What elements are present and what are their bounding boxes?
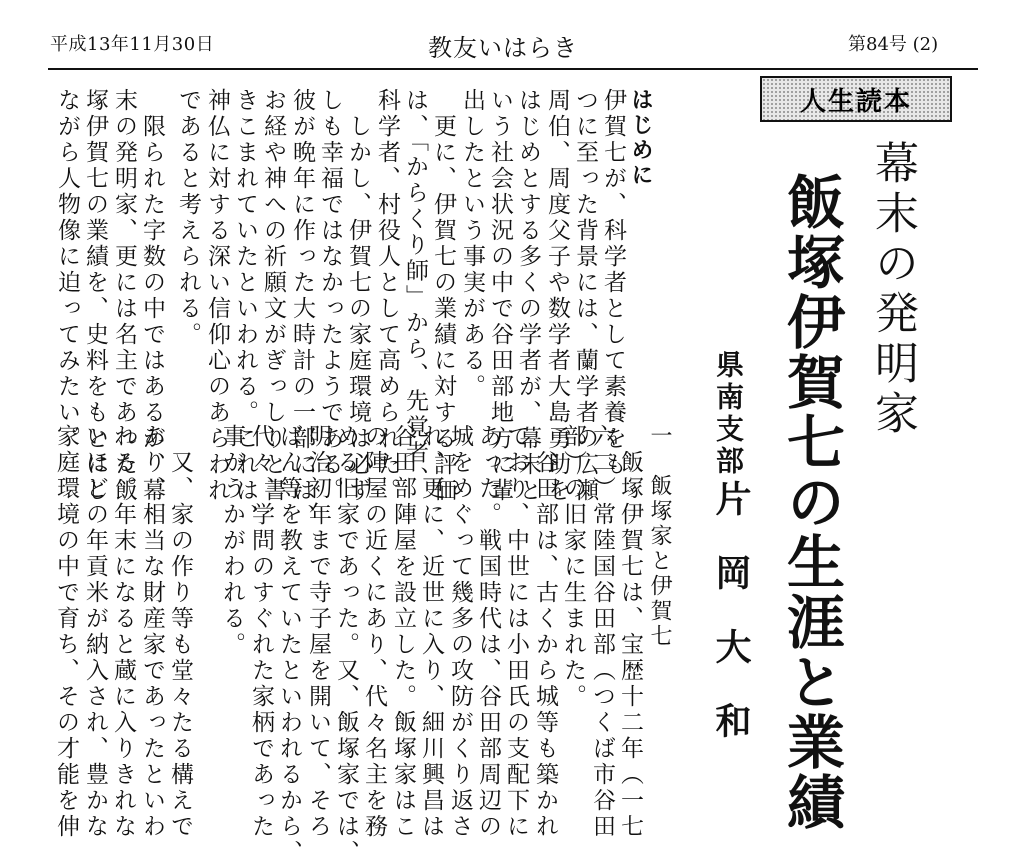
intro-line: 出したという事実がある。 <box>459 88 485 400</box>
section-line: める旧家であった。又、飯塚家では、 <box>333 424 359 866</box>
intro-line: お経や神への祈願文がぎっしりと書 <box>260 88 286 504</box>
intro-line: 限られた字数の中ではあるが、幕 <box>139 88 165 504</box>
intro-line: 末の発明家、更には名主であった飯 <box>111 88 137 504</box>
section-line: 又、家の作り等も堂々たる構えで <box>167 424 193 840</box>
author-branch: 県南支部 <box>712 350 745 478</box>
section-line: いほどの年貢米が納入され、豊かな <box>82 424 108 840</box>
section-line: れる。年末になると蔵に入りきれな <box>110 424 136 840</box>
intro-line: しも幸福ではなかったようである。 <box>317 88 343 504</box>
section-line: 部）の旧家に生まれた。 <box>560 424 586 710</box>
section-line: ており、中世には小田氏の支配下に <box>503 424 529 840</box>
section-line: 飯塚伊賀七は、宝歴十二年（一七 <box>617 424 643 840</box>
intro-line: 神仏に対する深い信仰心のあらわれ <box>204 88 230 504</box>
section-line: ばん等を教えていたといわれるから、 <box>276 424 302 866</box>
intro-line: 塚伊賀七の業績を、史料をもとにし <box>82 88 108 504</box>
issue-date: 平成13年11月30日 <box>50 34 215 55</box>
intro-heading: はじめに <box>628 88 654 188</box>
section-line: 代々、学問のすぐれた家柄であった <box>248 424 274 840</box>
section-line: 明治初年まで寺子屋を開いて、そろ <box>305 424 331 840</box>
header-divider <box>48 68 978 70</box>
author-name: 片岡大和 <box>710 480 751 776</box>
section-line: 谷田部は、古くから城等も築かれ <box>532 424 558 840</box>
intro-line: はじめとする多くの学者が、幕末と <box>515 88 541 504</box>
issue-number: 第84号 (2) <box>848 34 939 55</box>
intro-line: 周伯、周度父子や数学者大島勇助を <box>544 88 570 504</box>
publication-title: 教友いはらき <box>428 34 578 62</box>
section-line: 事がうかがわれる。 <box>219 424 245 658</box>
section-line: れ、更に、近世に入り、細川興昌は <box>418 424 444 840</box>
page-header <box>0 0 1024 80</box>
section-line: 谷田部陣屋を設立した。飯塚家はこ <box>390 424 416 840</box>
intro-line: いう社会状況の中で谷田部地方に輩 <box>487 88 513 504</box>
section-line: の陣屋の近くにあり、代々名主を務 <box>361 424 387 840</box>
intro-line: 彼が晩年に作った大時計の一部には、 <box>289 88 315 530</box>
section-line: 家庭環境の中で育ち、その才能を伸 <box>53 424 79 840</box>
intro-line: 伊賀七が、科学者として素養をも <box>600 88 626 478</box>
intro-line: つに至った背景には、蘭学者の広瀬 <box>572 88 598 504</box>
intro-line: しかし、伊賀七の家庭環境は必ず <box>345 88 371 504</box>
section-line: 六二）常陸国谷田部（つくば市谷田 <box>589 424 615 840</box>
intro-line: は、「からくり師」から、先覚者、 <box>402 88 428 493</box>
series-label: 人生読本 <box>799 86 912 117</box>
intro-line: 科学者、村役人として高められた。 <box>374 88 400 504</box>
series-badge <box>760 76 952 122</box>
section-line: あり、相当な財産家であったといわ <box>139 424 165 840</box>
intro-line: であると考えられる。 <box>175 88 201 348</box>
intro-line: きこまれていたといわれる。これは、 <box>232 88 258 530</box>
section-line: 城をめぐって幾多の攻防がくり返さ <box>447 424 473 840</box>
article-title: 飯塚伊賀七の生涯と業績 <box>777 172 845 832</box>
intro-line: ながら人物像に迫ってみたい。 <box>54 88 80 452</box>
section-line: あった。戦国時代は、谷田部周辺の <box>475 424 501 840</box>
section-heading: 一 飯塚家と伊賀七 <box>647 424 672 649</box>
intro-line: 更に、伊賀七の業績に対する評価 <box>430 88 456 504</box>
article-subtitle: 幕末の発明家 <box>867 140 918 440</box>
